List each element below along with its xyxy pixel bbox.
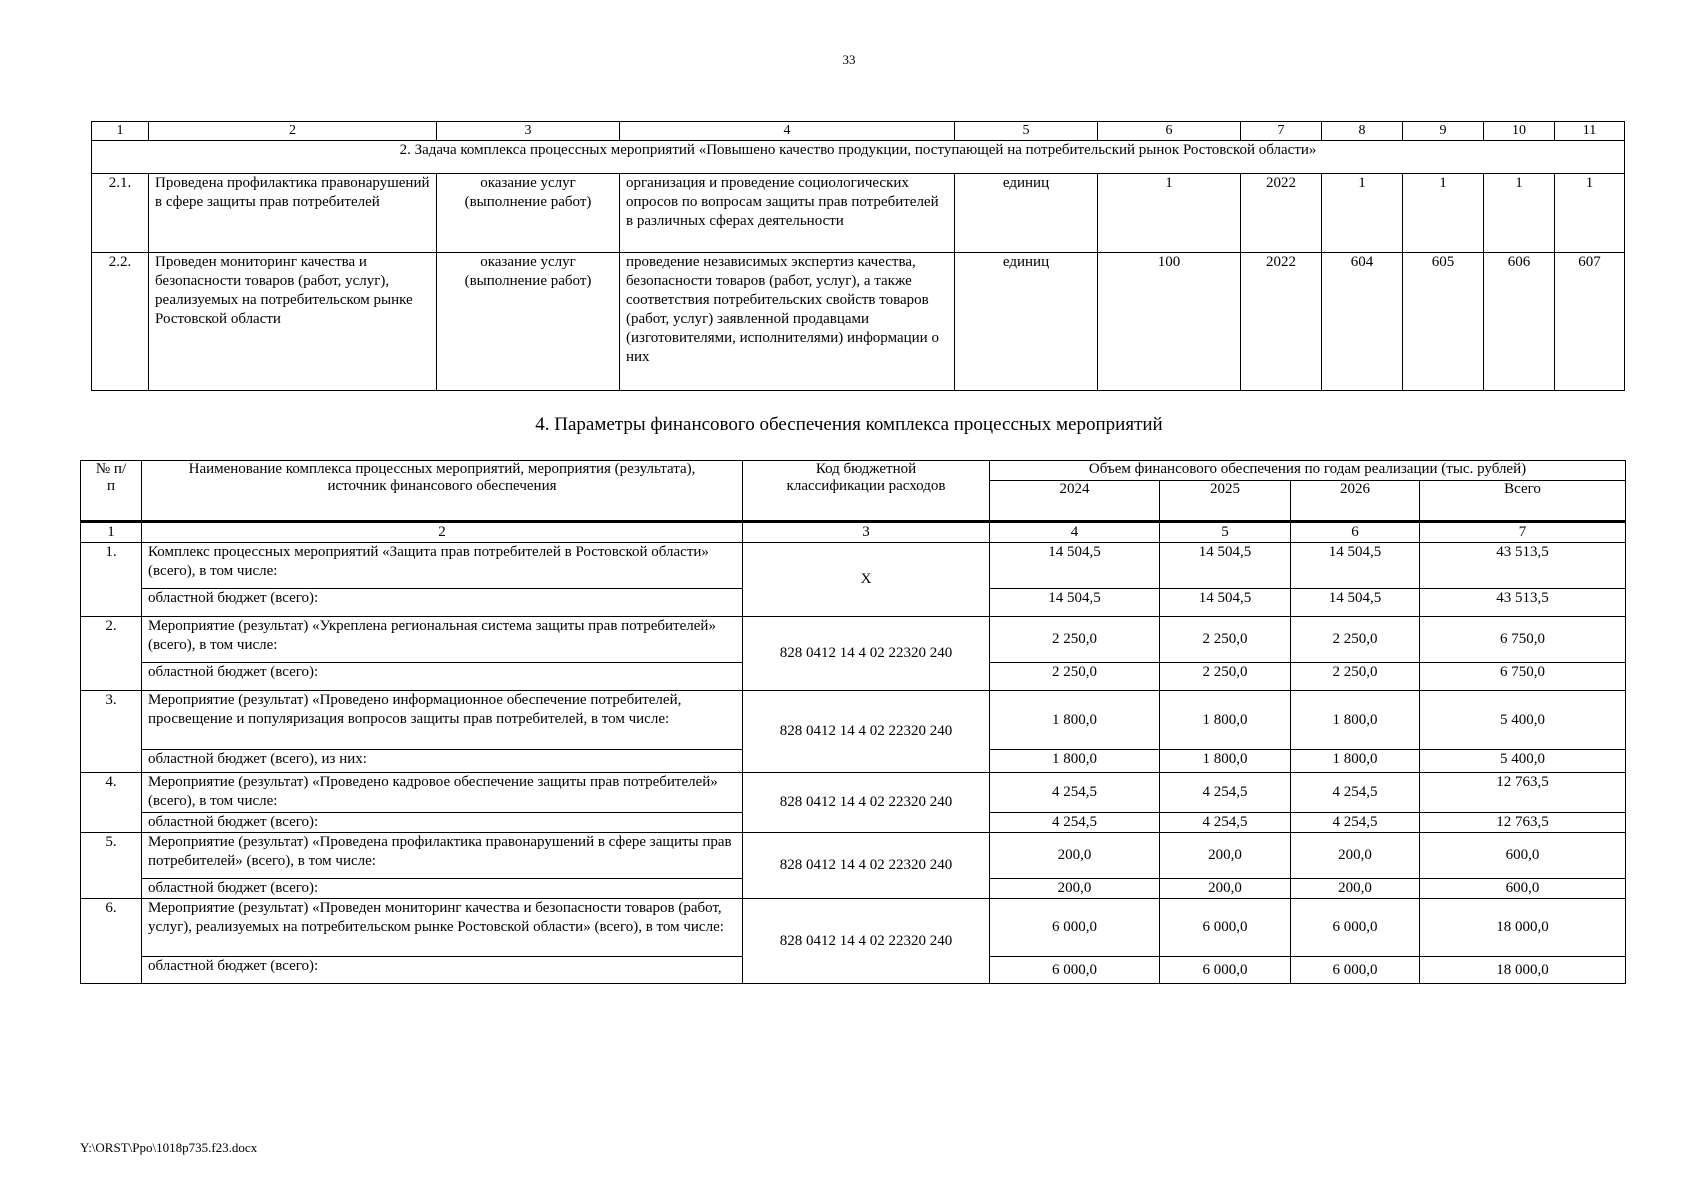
subvalue-total: 43 513,5 [1420, 589, 1626, 617]
value-2024: 6 000,0 [990, 899, 1160, 957]
indicator-description: организация и проведение социологических опросов по вопросам защиты прав потребителей в различных сферах деятельности [620, 174, 955, 253]
indicators-table [91, 121, 1625, 391]
value-2026: 2 250,0 [1291, 617, 1420, 663]
subvalue-2025: 1 800,0 [1160, 750, 1291, 773]
table-row [81, 899, 1626, 957]
column-number: 5 [955, 122, 1098, 141]
item-name: Мероприятие (результат) «Проведено кадровое обеспечение защиты прав потребителей» (всего), в том числе: [142, 773, 743, 813]
value-total: 5 400,0 [1420, 691, 1626, 750]
unit: единиц [955, 174, 1098, 253]
column-number-row [81, 522, 1626, 543]
row-number: 2. [81, 617, 142, 691]
value-total: 12 763,5 [1420, 773, 1626, 813]
subvalue-2025: 200,0 [1160, 879, 1291, 899]
column-number: 7 [1241, 122, 1322, 141]
column-number: 2 [142, 522, 743, 543]
budget-code: X [743, 543, 990, 617]
budget-code: 828 0412 14 4 02 22320 240 [743, 691, 990, 773]
task-header: 2. Задача комплекса процессных мероприятий «Повышено качество продукции, поступающей на потребительский рынок Ростовской области» [92, 141, 1625, 174]
value-2025: 14 504,5 [1160, 543, 1291, 589]
base-value: 100 [1098, 253, 1241, 391]
base-year: 2022 [1241, 174, 1322, 253]
value-col-8: 1 [1322, 174, 1403, 253]
header-volume: Объем финансового обеспечения по годам реализации (тыс. рублей) [990, 461, 1626, 481]
indicator-type: оказание услуг (выполнение работ) [437, 174, 620, 253]
value-col-11: 1 [1555, 174, 1625, 253]
value-col-8: 604 [1322, 253, 1403, 391]
subvalue-2024: 1 800,0 [990, 750, 1160, 773]
column-number: 3 [743, 522, 990, 543]
item-subname: областной бюджет (всего): [142, 813, 743, 833]
value-2024: 4 254,5 [990, 773, 1160, 813]
item-subname: областной бюджет (всего): [142, 589, 743, 617]
unit: единиц [955, 253, 1098, 391]
subvalue-2025: 2 250,0 [1160, 663, 1291, 691]
row-number: 4. [81, 773, 142, 833]
subvalue-2025: 4 254,5 [1160, 813, 1291, 833]
value-2025: 6 000,0 [1160, 899, 1291, 957]
value-2024: 1 800,0 [990, 691, 1160, 750]
header-row [81, 461, 1626, 481]
value-total: 43 513,5 [1420, 543, 1626, 589]
column-number: 7 [1420, 522, 1626, 543]
value-col-10: 1 [1484, 174, 1555, 253]
budget-code: 828 0412 14 4 02 22320 240 [743, 833, 990, 899]
task-header-row [92, 141, 1625, 174]
value-2025: 2 250,0 [1160, 617, 1291, 663]
table-row [92, 174, 1625, 253]
subvalue-total: 600,0 [1420, 879, 1626, 899]
header-num: № п/п [81, 461, 142, 521]
column-number: 4 [990, 522, 1160, 543]
item-subname: областной бюджет (всего): [142, 957, 743, 984]
footer-file-path: Y:\ORST\Ppo\1018p735.f23.docx [80, 1140, 258, 1155]
value-col-10: 606 [1484, 253, 1555, 391]
value-2024: 200,0 [990, 833, 1160, 879]
subvalue-2026: 2 250,0 [1291, 663, 1420, 691]
item-name: Мероприятие (результат) «Проведен мониторинг качества и безопасности товаров (работ, услуг), реализуемых на потребительском рынке Ростовской области» (всего), в том числе: [142, 899, 743, 957]
row-number: 6. [81, 899, 142, 984]
column-number: 6 [1098, 122, 1241, 141]
table-row [81, 543, 1626, 589]
row-number: 3. [81, 691, 142, 773]
item-subname: областной бюджет (всего): [142, 663, 743, 691]
value-2025: 1 800,0 [1160, 691, 1291, 750]
column-number: 3 [437, 122, 620, 141]
row-number: 1. [81, 543, 142, 617]
item-name: Мероприятие (результат) «Проведена профилактика правонарушений в сфере защиты прав потребителей» (всего), в том числе: [142, 833, 743, 879]
column-number: 1 [92, 122, 149, 141]
subvalue-2024: 200,0 [990, 879, 1160, 899]
column-number: 2 [149, 122, 437, 141]
item-name: Комплекс процессных мероприятий «Защита прав потребителей в Ростовской области» (всего), в том числе: [142, 543, 743, 589]
subvalue-2025: 6 000,0 [1160, 957, 1291, 984]
column-number: 1 [81, 522, 142, 543]
value-total: 6 750,0 [1420, 617, 1626, 663]
table-row [92, 253, 1625, 391]
table-row [81, 833, 1626, 879]
indicator-description: проведение независимых экспертиз качества, безопасности товаров (работ, услуг), а также соответствия потребительских свойств товаров (работ, услуг) заявленной продавцами (изготовителями, исполнителями) информации о них [620, 253, 955, 391]
column-number: 4 [620, 122, 955, 141]
column-number: 8 [1322, 122, 1403, 141]
subvalue-2024: 2 250,0 [990, 663, 1160, 691]
header-name: Наименование комплекса процессных мероприятий, мероприятия (результата), источник финансового обеспечения [142, 461, 743, 521]
value-2024: 2 250,0 [990, 617, 1160, 663]
column-number: 10 [1484, 122, 1555, 141]
header-year-2026: 2026 [1291, 481, 1420, 521]
column-number: 5 [1160, 522, 1291, 543]
table-row [81, 691, 1626, 750]
value-total: 18 000,0 [1420, 899, 1626, 957]
subvalue-2026: 4 254,5 [1291, 813, 1420, 833]
column-number-row [92, 122, 1625, 141]
value-2025: 4 254,5 [1160, 773, 1291, 813]
subvalue-2026: 6 000,0 [1291, 957, 1420, 984]
budget-code: 828 0412 14 4 02 22320 240 [743, 617, 990, 691]
indicator-name: Проведен мониторинг качества и безопасности товаров (работ, услуг), реализуемых на потребительском рынке Ростовской области [149, 253, 437, 391]
financing-table [80, 460, 1626, 984]
section-title: 4. Параметры финансового обеспечения комплекса процессных мероприятий [535, 414, 1163, 435]
value-2025: 200,0 [1160, 833, 1291, 879]
subvalue-2026: 14 504,5 [1291, 589, 1420, 617]
subvalue-total: 12 763,5 [1420, 813, 1626, 833]
value-total: 600,0 [1420, 833, 1626, 879]
value-col-9: 605 [1403, 253, 1484, 391]
indicator-type: оказание услуг (выполнение работ) [437, 253, 620, 391]
value-2026: 6 000,0 [1291, 899, 1420, 957]
value-2026: 1 800,0 [1291, 691, 1420, 750]
subvalue-total: 5 400,0 [1420, 750, 1626, 773]
page-number: 33 [842, 52, 856, 67]
value-2026: 14 504,5 [1291, 543, 1420, 589]
header-year-2024: 2024 [990, 481, 1160, 521]
budget-code: 828 0412 14 4 02 22320 240 [743, 773, 990, 833]
item-name: Мероприятие (результат) «Укреплена региональная система защиты прав потребителей» (всего), в том числе: [142, 617, 743, 663]
column-number: 9 [1403, 122, 1484, 141]
value-col-11: 607 [1555, 253, 1625, 391]
subvalue-2024: 6 000,0 [990, 957, 1160, 984]
header-year-2025: 2025 [1160, 481, 1291, 521]
column-number: 11 [1555, 122, 1625, 141]
row-number: 5. [81, 833, 142, 899]
row-number: 2.2. [92, 253, 149, 391]
subvalue-total: 6 750,0 [1420, 663, 1626, 691]
header-total: Всего [1420, 481, 1626, 521]
table-row [81, 773, 1626, 813]
item-name: Мероприятие (результат) «Проведено информационное обеспечение потребителей, просвещение и популяризация вопросов защиты прав потребителей, в том числе: [142, 691, 743, 750]
base-year: 2022 [1241, 253, 1322, 391]
value-2024: 14 504,5 [990, 543, 1160, 589]
budget-code: 828 0412 14 4 02 22320 240 [743, 899, 990, 984]
subvalue-2026: 1 800,0 [1291, 750, 1420, 773]
subvalue-total: 18 000,0 [1420, 957, 1626, 984]
row-number: 2.1. [92, 174, 149, 253]
header-code: Код бюджетной классификации расходов [743, 461, 990, 521]
column-number: 6 [1291, 522, 1420, 543]
table-row [81, 617, 1626, 663]
item-subname: областной бюджет (всего): [142, 879, 743, 899]
indicator-name: Проведена профилактика правонарушений в сфере защиты прав потребителей [149, 174, 437, 253]
value-2026: 200,0 [1291, 833, 1420, 879]
value-2026: 4 254,5 [1291, 773, 1420, 813]
item-subname: областной бюджет (всего), из них: [142, 750, 743, 773]
subvalue-2026: 200,0 [1291, 879, 1420, 899]
base-value: 1 [1098, 174, 1241, 253]
subvalue-2024: 14 504,5 [990, 589, 1160, 617]
subvalue-2025: 14 504,5 [1160, 589, 1291, 617]
subvalue-2024: 4 254,5 [990, 813, 1160, 833]
value-col-9: 1 [1403, 174, 1484, 253]
